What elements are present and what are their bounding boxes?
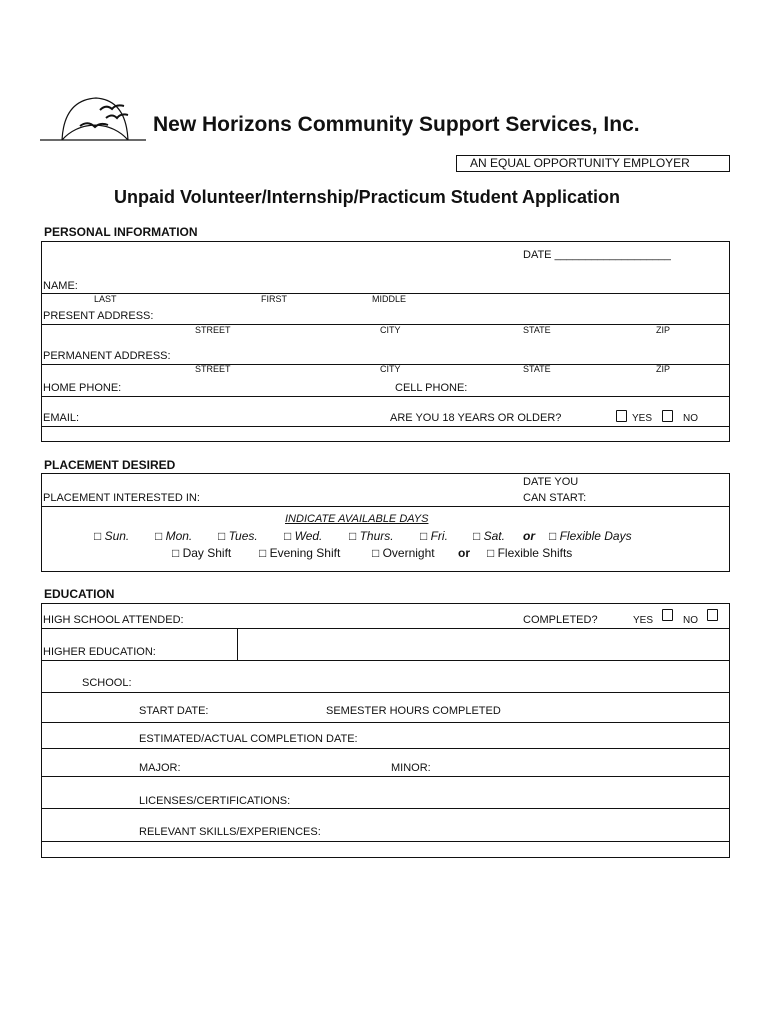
age-no-checkbox[interactable]: [662, 410, 673, 422]
higher-education-label: HIGHER EDUCATION:: [43, 646, 156, 658]
section-title-personal: PERSONAL INFORMATION: [44, 225, 198, 239]
day-thurs[interactable]: □ Thurs.: [349, 529, 394, 543]
first-name-label: FIRST: [261, 294, 287, 304]
flexible-shifts[interactable]: □ Flexible Shifts: [487, 546, 573, 560]
age-yes-label: YES: [632, 413, 653, 424]
major-label: MAJOR:: [139, 762, 181, 774]
org-name: New Horizons Community Support Services, Inc.: [153, 113, 640, 136]
section-title-placement: PLACEMENT DESIRED: [44, 458, 176, 472]
day-wed[interactable]: □ Wed.: [284, 529, 323, 543]
age-yes-checkbox[interactable]: [616, 410, 627, 422]
shift-evening[interactable]: □ Evening Shift: [259, 546, 341, 560]
shift-day[interactable]: □ Day Shift: [172, 546, 232, 560]
day-sun[interactable]: □ Sun.: [94, 529, 130, 543]
placement-interested-label: PLACEMENT INTERESTED IN:: [43, 492, 200, 504]
semester-hours-label: SEMESTER HOURS COMPLETED: [326, 705, 501, 717]
day-fri[interactable]: □ Fri.: [420, 529, 448, 543]
equal-opportunity-text: AN EQUAL OPPORTUNITY EMPLOYER: [470, 156, 690, 170]
age-no-label: NO: [683, 413, 698, 424]
present-city-label: CITY: [380, 325, 401, 335]
or-shifts: or: [458, 546, 470, 560]
day-sat[interactable]: □ Sat.: [473, 529, 505, 543]
logo-sun-birds-icon: [40, 94, 150, 142]
completed-label: COMPLETED?: [523, 614, 598, 626]
present-address-label: PRESENT ADDRESS:: [43, 310, 154, 322]
cell-phone-label: CELL PHONE:: [395, 382, 468, 394]
permanent-zip-label: ZIP: [656, 364, 671, 374]
middle-name-label: MIDDLE: [372, 294, 407, 304]
high-school-label: HIGH SCHOOL ATTENDED:: [43, 614, 184, 626]
flexible-days[interactable]: □ Flexible Days: [549, 529, 632, 543]
last-name-label: LAST: [94, 294, 117, 304]
logo: [40, 94, 150, 142]
form-title: Unpaid Volunteer/Internship/Practicum Student Application: [114, 187, 621, 207]
indicate-days-label: INDICATE AVAILABLE DAYS: [285, 513, 429, 525]
date-you-label: DATE YOU: [523, 476, 579, 488]
permanent-state-label: STATE: [523, 364, 551, 374]
minor-label: MINOR:: [391, 762, 431, 774]
completed-yes-label: YES: [633, 615, 654, 626]
age-question-label: ARE YOU 18 YEARS OR OLDER?: [390, 412, 562, 424]
section-title-education: EDUCATION: [44, 587, 115, 601]
completed-yes-checkbox[interactable]: [662, 609, 673, 621]
present-state-label: STATE: [523, 325, 551, 335]
day-mon[interactable]: □ Mon.: [155, 529, 193, 543]
home-phone-label: HOME PHONE:: [43, 382, 122, 394]
education-box: [41, 603, 730, 858]
can-start-label: CAN START:: [523, 492, 587, 504]
school-label: SCHOOL:: [82, 677, 132, 689]
shift-overnight[interactable]: □ Overnight: [372, 546, 435, 560]
name-label: NAME:: [43, 280, 78, 292]
present-street-label: STREET: [195, 325, 231, 335]
completed-no-checkbox[interactable]: [707, 609, 718, 621]
completion-date-label: ESTIMATED/ACTUAL COMPLETION DATE:: [139, 733, 358, 745]
licenses-label: LICENSES/CERTIFICATIONS:: [139, 795, 291, 807]
completed-no-label: NO: [683, 615, 698, 626]
email-label: EMAIL:: [43, 412, 80, 424]
permanent-city-label: CITY: [380, 364, 401, 374]
or-days: or: [523, 529, 535, 543]
date-field-label[interactable]: DATE ___________________: [523, 249, 671, 261]
permanent-street-label: STREET: [195, 364, 231, 374]
day-tues[interactable]: □ Tues.: [218, 529, 258, 543]
skills-label: RELEVANT SKILLS/EXPERIENCES:: [139, 826, 321, 838]
start-date-label: START DATE:: [139, 705, 209, 717]
permanent-address-label: PERMANENT ADDRESS:: [43, 350, 171, 362]
present-zip-label: ZIP: [656, 325, 671, 335]
